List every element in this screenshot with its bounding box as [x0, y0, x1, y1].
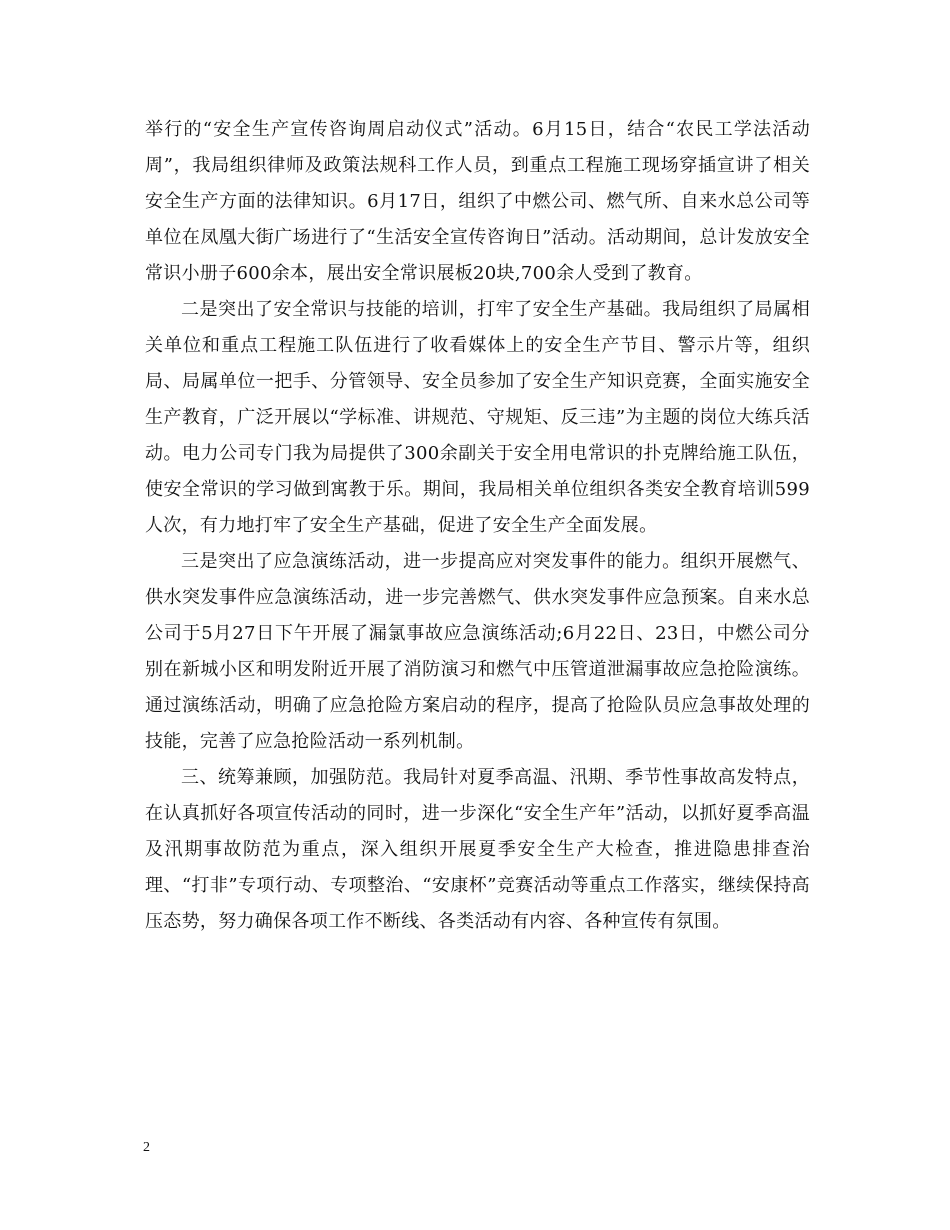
paragraph-3: 三是突出了应急演练活动，进一步提高应对突发事件的能力。组织开展燃气、供水突发事件应急演练活动，进一步完善燃气、供水突发事件应急预案。自来水总公司于5月27日下午开展了漏氯事故应急演练活动;6月22日、23日，中燃公司分别在新城小区和明发附近开展了消防演习和燃气中压管道泄漏事故应急抢险演练。通过演练活动，明确了应急抢险方案启动的程序，提高了抢险队员应急事故处理的技能，完善了应急抢险活动一系列机制。 — [145, 551, 810, 752]
paragraph-4: 三、统筹兼顾，加强防范。我局针对夏季高温、汛期、季节性事故高发特点，在认真抓好各项宣传活动的同时，进一步深化“安全生产年”活动，以抓好夏季高温及汛期事故防范为重点，深入组织开展夏季安全生产大检查，推进隐患排查治理、“打非”专项行动、专项整治、“安康杯”竞赛活动等重点工作落实，继续保持高压态势，努力确保各项工作不断线、各类活动有内容、各种宣传有氛围。 — [145, 767, 810, 932]
paragraph-1: 举行的“安全生产宣传咨询周启动仪式”活动。6月15日，结合“农民工学法活动周”，我局组织律师及政策法规科工作人员，到重点工程施工现场穿插宣讲了相关安全生产方面的法律知识。6月17日，组织了中燃公司、燃气所、自来水总公司等单位在凤凰大街广场进行了“生活安全宣传咨询日”活动。活动期间，总计发放安全常识小册子600余本，展出安全常识展板20块,700余人受到了教育。 — [145, 119, 810, 284]
page-number: 2 — [143, 1140, 150, 1155]
document-body — [145, 112, 810, 940]
paragraph-2: 二是突出了安全常识与技能的培训，打牢了安全生产基础。我局组织了局属相关单位和重点工程施工队伍进行了收看媒体上的安全生产节目、警示片等，组织局、局属单位一把手、分管领导、安全员参加了安全生产知识竞赛，全面实施安全生产教育，广泛开展以“学标准、讲规范、守规矩、反三违”为主题的岗位大练兵活动。电力公司专门我为局提供了300余副关于安全用电常识的扑克牌给施工队伍，使安全常识的学习做到寓教于乐。期间，我局相关单位组织各类安全教育培训599人次，有力地打牢了安全生产基础，促进了安全生产全面发展。 — [145, 299, 810, 536]
